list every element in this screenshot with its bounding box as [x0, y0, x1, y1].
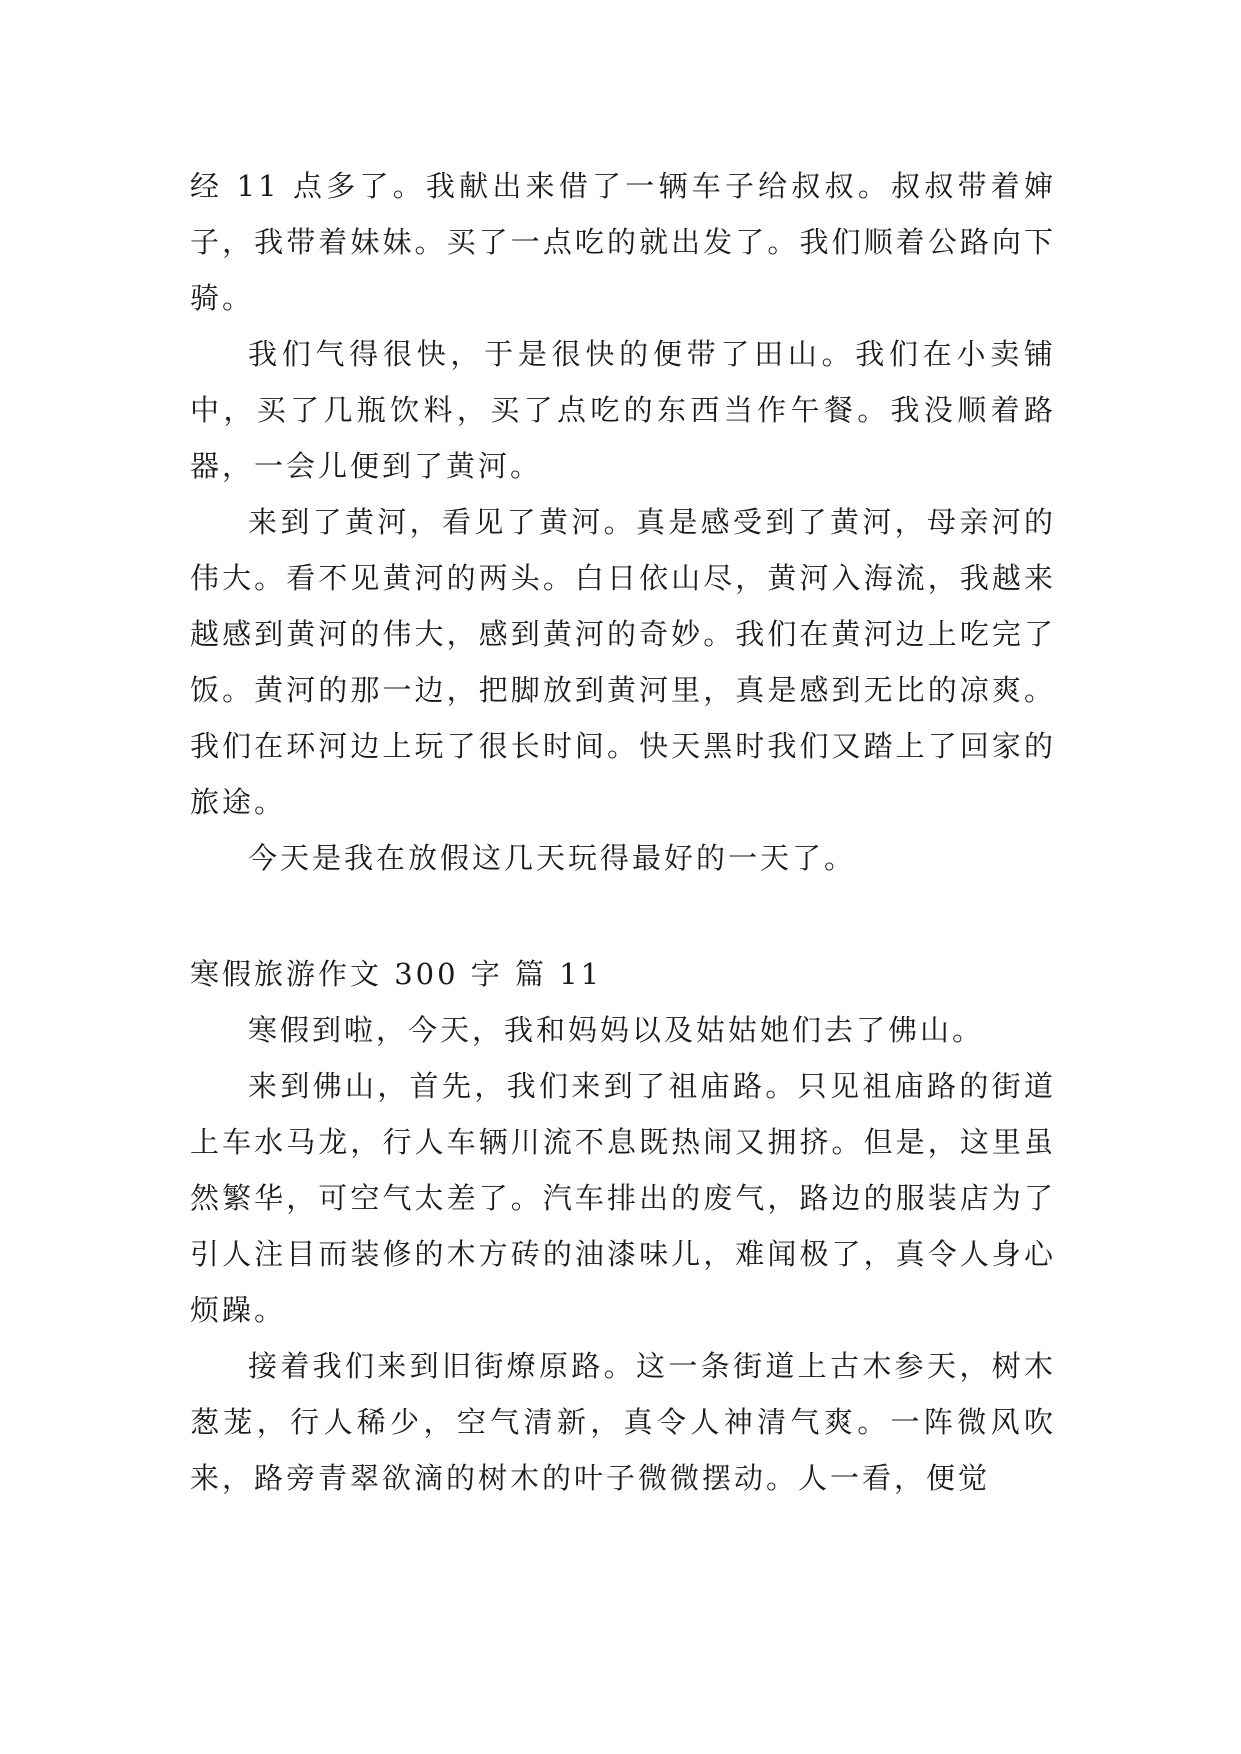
paragraph: 来到了黄河，看见了黄河。真是感受到了黄河，母亲河的伟大。看不见黄河的两头。白日依山尽，黄河入海流，我越来越感到黄河的伟大，感到黄河的奇妙。我们在黄河边上吃完了饭。黄河的那一边，把脚放到黄河里，真是感到无比的凉爽。我们在环河边上玩了很长时间。快天黑时我们又踏上了回家的旅途。: [190, 505, 1056, 819]
paragraph: 接着我们来到旧街燎原路。这一条街道上古木参天，树木葱茏，行人稀少，空气清新，真令人神清气爽。一阵微风吹来，路旁青翠欲滴的树木的叶子微微摆动。人一看，便觉: [190, 1349, 1056, 1495]
essay-heading: 寒假旅游作文 300 字 篇 11: [190, 957, 603, 991]
essay-eleven: [190, 946, 1056, 1506]
paragraph: 寒假到啦，今天，我和妈妈以及姑姑她们去了佛山。: [248, 1013, 985, 1047]
paragraph: 今天是我在放假这几天玩得最好的一天了。: [248, 841, 857, 875]
paragraph: 我们气得很快，于是很快的便带了田山。我们在小卖铺中，买了几瓶饮料，买了点吃的东西当作午餐。我没顺着路器，一会儿便到了黄河。: [190, 337, 1056, 483]
essay-continuation: [190, 158, 1056, 886]
paragraph: 经 11 点多了。我献出来借了一辆车子给叔叔。叔叔带着婶子，我带着妹妹。买了一点吃的就出发了。我们顺着公路向下骑。: [190, 169, 1056, 315]
paragraph: 来到佛山，首先，我们来到了祖庙路。只见祖庙路的街道上车水马龙，行人车辆川流不息既热闹又拥挤。但是，这里虽然繁华，可空气太差了。汽车排出的废气，路边的服装店为了引人注目而装修的木方砖的油漆味儿，难闻极了，真令人身心烦躁。: [190, 1069, 1056, 1327]
